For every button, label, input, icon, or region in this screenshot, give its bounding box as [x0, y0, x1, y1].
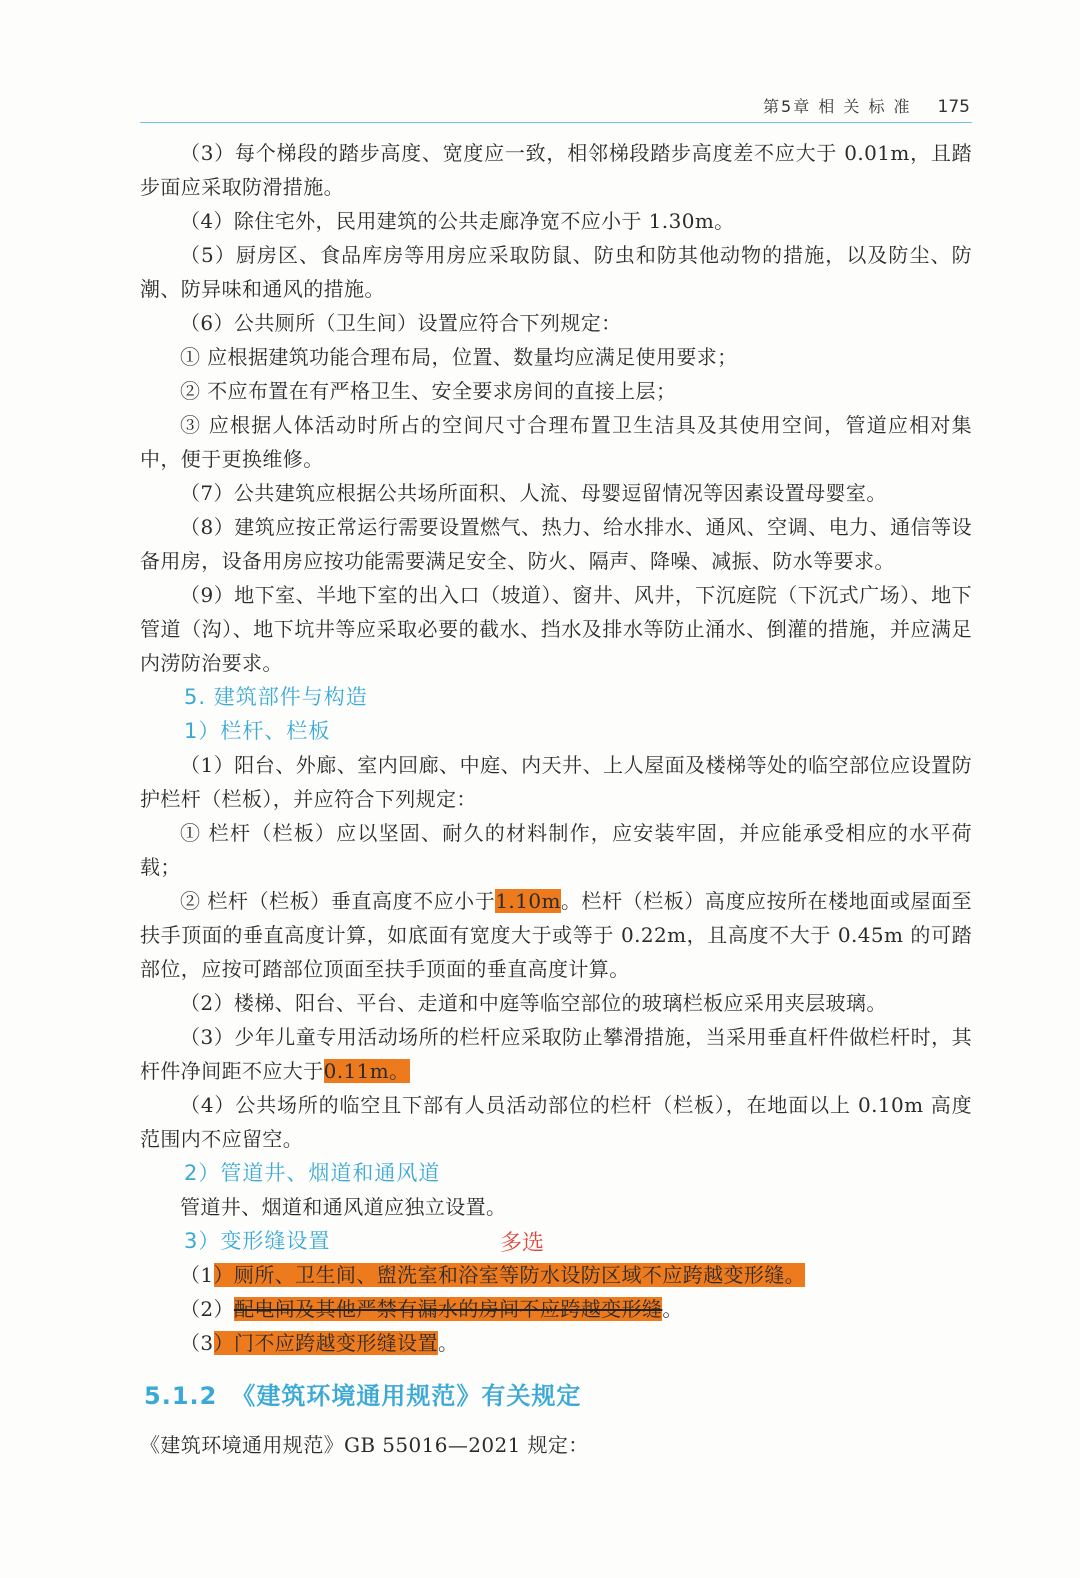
- paragraph: （2）楼梯、阳台、平台、走道和中庭等临空部位的玻璃栏板应采用夹层玻璃。: [180, 991, 887, 1015]
- paragraph: （1）阳台、外廊、室内回廊、中庭、内天井、上人屋面及楼梯等处的临空部位应设置防护栏杆（栏板），并应符合下列规定：: [140, 753, 972, 811]
- text: （1: [180, 1263, 214, 1287]
- highlight: ）门不应跨越变形缝设置: [213, 1331, 438, 1355]
- text: 。栏杆（栏板）高度应按所在楼地面或屋面至扶手顶面的垂直高度计算，如底面有宽度大于或等于 0.22m，且高度不大于 0.45m 的可踏部位，应按可踏部位顶面至扶手顶面的垂直高度计算。: [140, 889, 972, 981]
- paragraph: 管道井、烟道和通风道应独立设置。: [180, 1195, 507, 1219]
- paragraph: （4）公共场所的临空且下部有人员活动部位的栏杆（栏板），在地面以上 0.10m 高度范围内不应留空。: [140, 1093, 972, 1151]
- highlight: 0.11m。: [323, 1059, 410, 1083]
- paragraph: （9）地下室、半地下室的出入口（坡道）、窗井、风井，下沉庭院（下沉式广场）、地下管道（沟）、地下坑井等应采取必要的截水、挡水及排水等防止涌水、倒灌的措施，并应满足内涝防治要求。: [140, 583, 972, 675]
- paragraph: （6）公共厕所（卫生间）设置应符合下列规定：: [180, 311, 622, 335]
- paragraph: [140, 1326, 972, 1360]
- header-chapter: [763, 94, 970, 117]
- highlight: ）厕所、卫生间、盥洗室和浴室等防水设防区域不应跨越变形缝。: [213, 1263, 806, 1287]
- chapter-title: 第5章 相 关 标 准: [763, 97, 912, 116]
- paragraph: [140, 1020, 972, 1088]
- handwritten-note: 多选: [500, 1231, 545, 1256]
- text: （3）少年儿童专用活动场所的栏杆应采取防止攀滑措施，当采用垂直杆件做栏杆时，其杆件净间距不应大于: [140, 1025, 972, 1083]
- paragraph: 《建筑环境通用规范》GB 55016—2021 规定：: [140, 1433, 589, 1457]
- text: 。: [437, 1331, 459, 1355]
- paragraph: （4）除住宅外，民用建筑的公共走廊净宽不应小于 1.30m。: [180, 209, 735, 233]
- section-heading: [144, 1376, 581, 1411]
- page-body: [140, 136, 972, 1360]
- section-title: 《建筑环境通用规范》有关规定: [231, 1382, 582, 1410]
- running-header: [140, 88, 972, 123]
- paragraph: [140, 1258, 972, 1292]
- text: 。: [662, 1297, 683, 1321]
- list-item: ① 应根据建筑功能合理布局，位置、数量均应满足使用要求；: [180, 345, 738, 369]
- list-item: [140, 884, 972, 986]
- subsection-heading: 2）管道井、烟道和通风道: [184, 1161, 441, 1185]
- paragraph: [140, 1292, 972, 1326]
- list-item: ② 不应布置在有严格卫生、安全要求房间的直接上层；: [180, 379, 677, 403]
- highlight: 1.10m: [495, 889, 561, 913]
- subsection-heading: 3）变形缝设置: [184, 1229, 331, 1253]
- highlight-strikethrough: 配电间及其他严禁有漏水的房间不应跨越变形缝: [233, 1297, 663, 1321]
- text: （3: [180, 1331, 214, 1355]
- text: ② 栏杆（栏板）垂直高度不应小于: [180, 889, 496, 913]
- paragraph: （5）厨房区、食品库房等用房应采取防鼠、防虫和防其他动物的措施，以及防尘、防潮、防异味和通风的措施。: [140, 243, 972, 301]
- paragraph: （7）公共建筑应根据公共场所面积、人流、母婴逗留情况等因素设置母婴室。: [180, 481, 887, 505]
- text: （2）: [180, 1297, 234, 1321]
- paragraph: （3）每个梯段的踏步高度、宽度应一致，相邻梯段踏步高度差不应大于 0.01m，且踏步面应采取防滑措施。: [140, 141, 972, 199]
- paragraph: （8）建筑应按正常运行需要设置燃气、热力、给水排水、通风、空调、电力、通信等设备用房，设备用房应按功能需要满足安全、防火、隔声、降噪、减振、防水等要求。: [140, 515, 972, 573]
- list-item: ① 栏杆（栏板）应以坚固、耐久的材料制作，应安装牢固，并应能承受相应的水平荷载；: [140, 821, 972, 879]
- page-number: 175: [937, 97, 970, 117]
- list-item: ③ 应根据人体活动时所占的空间尺寸合理布置卫生洁具及其使用空间，管道应相对集中，便于更换维修。: [140, 413, 972, 471]
- subsection-heading: 1）栏杆、栏板: [184, 719, 331, 743]
- subsection-heading: 5. 建筑部件与构造: [184, 685, 368, 709]
- section-number: 5.1.2: [144, 1382, 218, 1410]
